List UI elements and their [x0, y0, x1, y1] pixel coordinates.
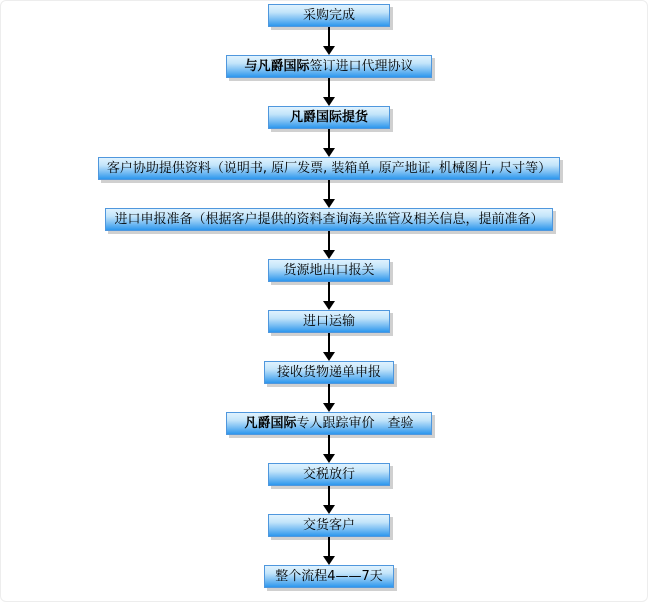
flow-node-sign-agency-agreement [226, 55, 432, 78]
flow-arrow [323, 231, 335, 259]
arrow-line [328, 27, 330, 46]
arrow-line [328, 282, 330, 301]
flow-arrow [323, 435, 335, 463]
flow-node-total-duration [264, 565, 394, 588]
flow-arrow [323, 129, 335, 157]
arrow-down-icon [323, 505, 335, 514]
flow-node-label-bold: 与凡爵国际 [244, 59, 310, 74]
flow-node-pickup [268, 106, 390, 129]
arrow-down-icon [323, 148, 335, 157]
arrow-line [328, 180, 330, 199]
flow-node-deliver-to-customer [268, 514, 390, 537]
flow-arrow [323, 384, 335, 412]
flow-node-track-valuation-inspection [226, 412, 432, 435]
flow-node-label: 整个流程4——7天 [275, 569, 383, 584]
flow-node-label: 客户协助提供资料（说明书, 原厂发票, 装箱单, 原产地证, 机械图片, 尺寸等） [106, 161, 552, 176]
arrow-line [328, 333, 330, 352]
flow-node-label-bold: 凡爵国际 [244, 416, 297, 431]
flow-node-import-declaration-prep [105, 208, 552, 231]
arrow-line [328, 486, 330, 505]
flow-arrow [323, 78, 335, 106]
flow-node-label: 货源地出口报关 [283, 263, 375, 278]
arrow-down-icon [323, 301, 335, 310]
arrow-down-icon [323, 199, 335, 208]
arrow-down-icon [323, 352, 335, 361]
flow-node-label: 进口运输 [302, 314, 355, 329]
arrow-down-icon [323, 97, 335, 106]
arrow-down-icon [323, 46, 335, 55]
arrow-line [328, 537, 330, 556]
flow-node-label-bold: 凡爵国际提货 [289, 110, 368, 125]
flow-node-label: 交税放行 [302, 467, 355, 482]
arrow-down-icon [323, 403, 335, 412]
flow-node-purchase-complete [268, 4, 390, 27]
arrow-line [328, 435, 330, 454]
arrow-down-icon [323, 454, 335, 463]
flow-arrow [323, 180, 335, 208]
flow-node-pay-tax-release [268, 463, 390, 486]
flow-node-import-transport [268, 310, 390, 333]
flow-node-label: 进口申报准备（根据客户提供的资料查询海关监管及相关信息，提前准备） [114, 212, 544, 227]
arrow-line [328, 231, 330, 250]
flow-node-label: 签订进口代理协议 [309, 59, 414, 74]
arrow-line [328, 129, 330, 148]
flow-node-label: 专人跟踪审价 查验 [296, 416, 414, 431]
arrow-down-icon [323, 250, 335, 259]
flow-node-label: 接收货物递单申报 [276, 365, 381, 380]
flow-arrow [323, 282, 335, 310]
flow-arrow [323, 486, 335, 514]
arrow-line [328, 78, 330, 97]
flow-node-export-customs [268, 259, 390, 282]
flow-arrow [323, 537, 335, 565]
flow-node-customer-provide-documents [98, 157, 560, 180]
flow-node-receive-goods-declare [264, 361, 394, 384]
flow-arrow [323, 333, 335, 361]
flow-node-label: 采购完成 [302, 8, 355, 23]
flow-node-label: 交货客户 [302, 518, 355, 533]
flow-arrow [323, 27, 335, 55]
arrow-line [328, 384, 330, 403]
arrow-down-icon [323, 556, 335, 565]
